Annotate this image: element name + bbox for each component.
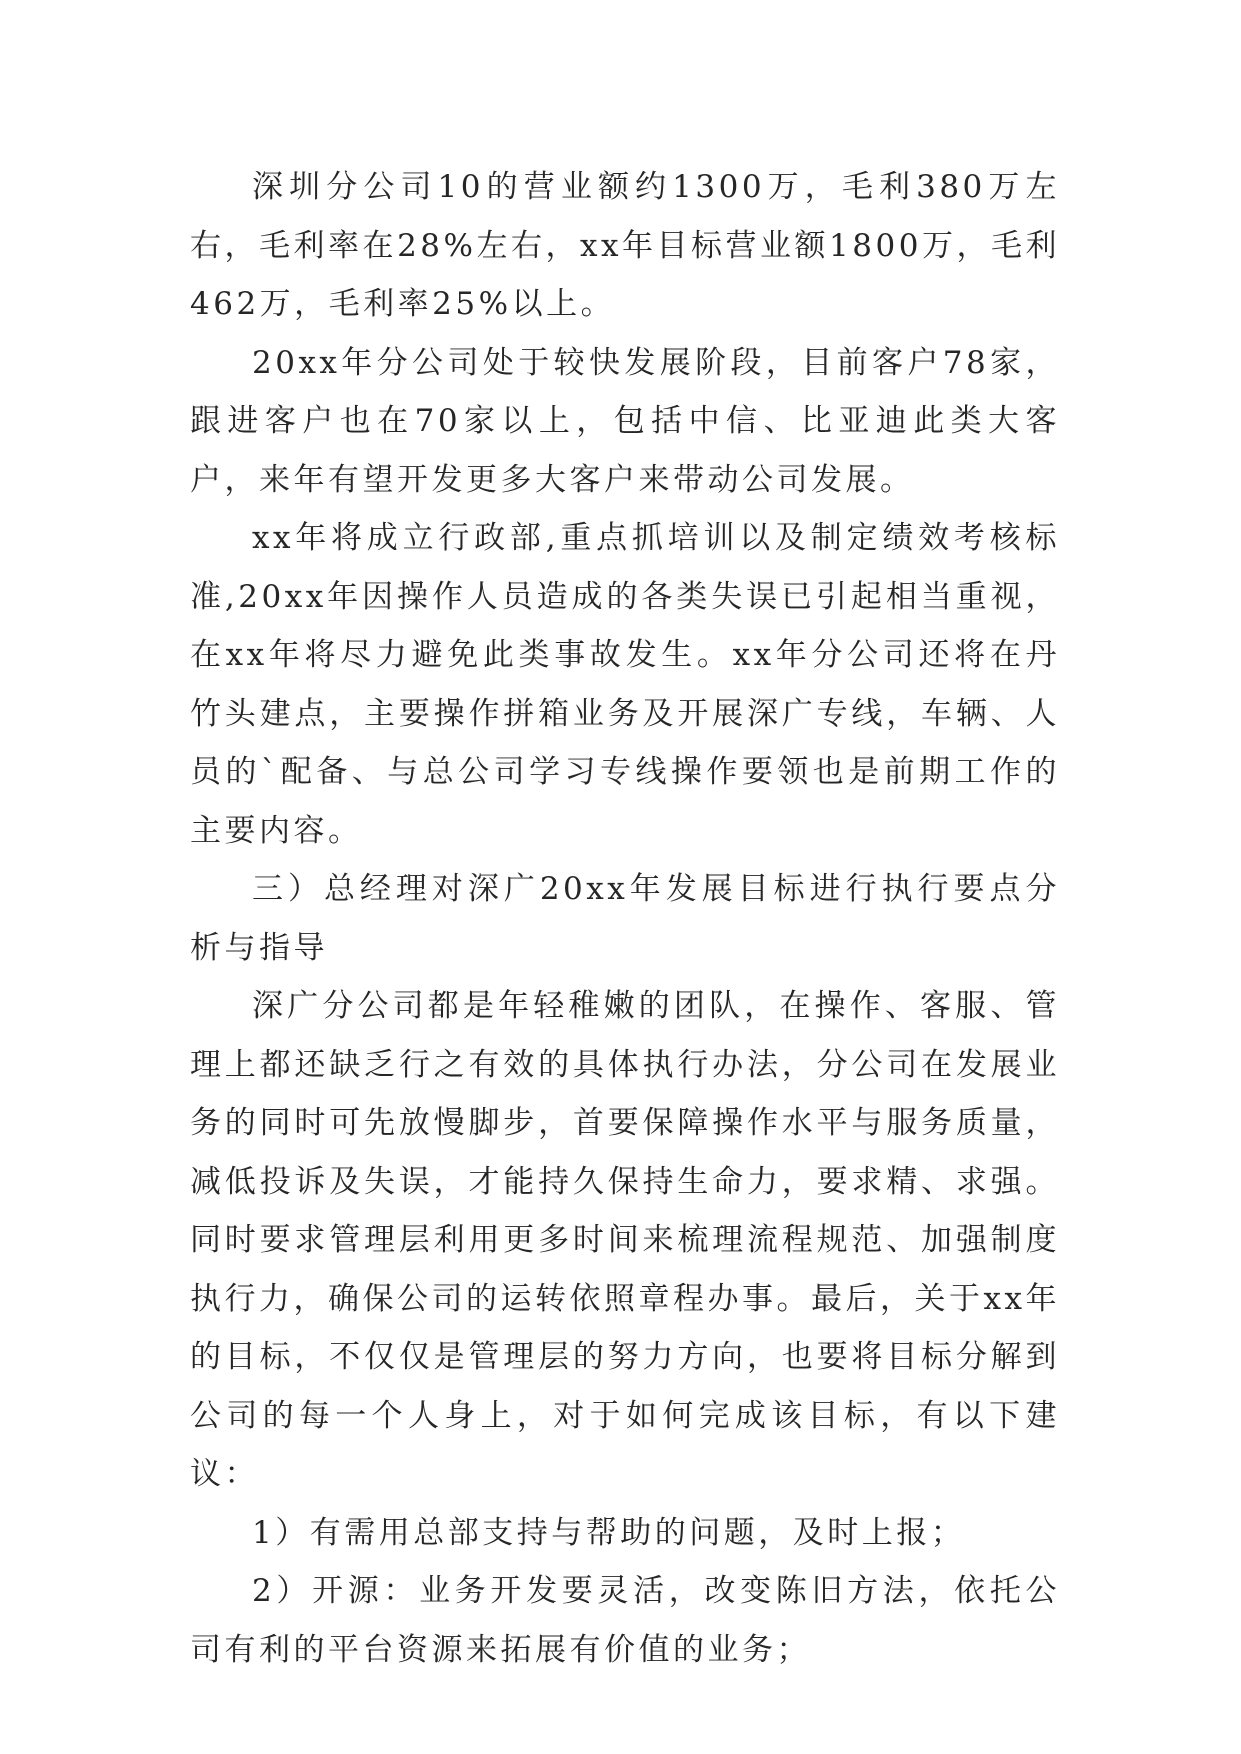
list-item-report: 1）有需用总部支持与帮助的问题，及时上报； — [252, 1514, 966, 1551]
document-body — [190, 158, 1060, 1679]
paragraph-shenzhen-revenue: 深圳分公司10的营业额约1300万，毛利380万左右，毛利率在28%左右，xx年目标营业额1800万，毛利462万，毛利率25%以上。 — [190, 169, 1060, 322]
paragraph-branch-development: 20xx年分公司处于较快发展阶段，目前客户78家，跟进客户也在70家以上，包括中信、比亚迪此类大客户，来年有望开发更多大客户来带动公司发展。 — [190, 344, 1060, 498]
paragraph-team-guidance: 深广分公司都是年轻稚嫩的团队，在操作、客服、管理上都还缺乏行之有效的具体执行办法，分公司在发展业务的同时可先放慢脚步，首要保障操作水平与服务质量，减低投诉及失误，才能持久保持生命力，要求精、求强。同时要求管理层利用更多时间来梳理流程规范、加强制度执行力，确保公司的运转依照章程办事。最后，关于xx年的目标，不仅仅是管理层的努力方向，也要将目标分解到公司的每一个人身上，对于如何完成该目标，有以下建议： — [190, 988, 1060, 1492]
section-heading-analysis: 三）总经理对深广20xx年发展目标进行执行要点分析与指导 — [190, 871, 1060, 966]
list-item-open-source: 2）开源：业务开发要灵活，改变陈旧方法，依托公司有利的平台资源来拓展有价值的业务； — [190, 1573, 1060, 1668]
paragraph-admin-department: xx年将成立行政部,重点抓培训以及制定绩效考核标准,20xx年因操作人员造成的各类失误已引起相当重视，在xx年将尽力避免此类事故发生。xx年分公司还将在丹竹头建点，主要操作拼箱业务及开展深广专线，车辆、人员的`配备、与总公司学习专线操作要领也是前期工作的主要内容。 — [190, 520, 1060, 849]
